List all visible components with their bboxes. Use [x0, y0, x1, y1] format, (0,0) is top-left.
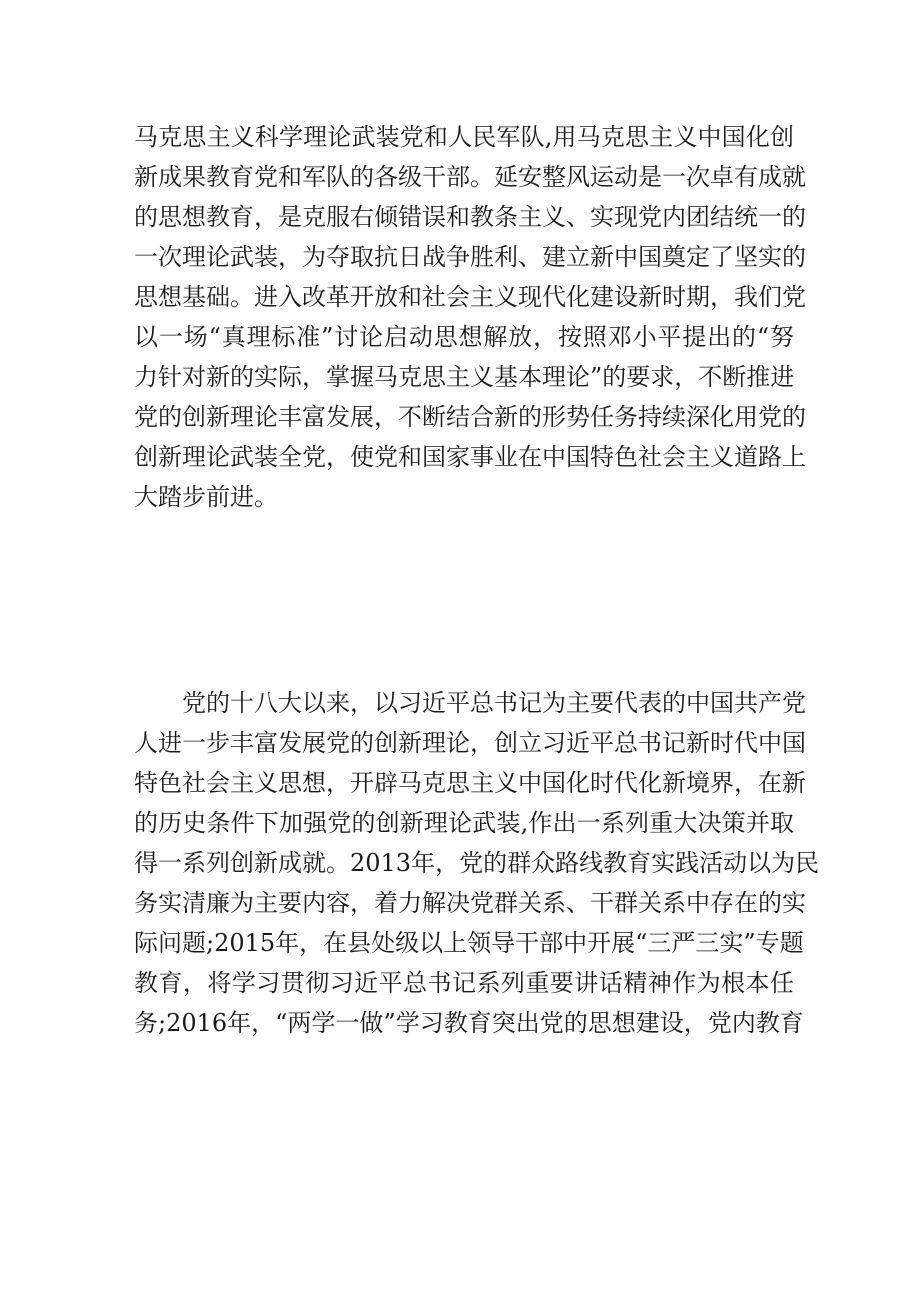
text-line: 教育，将学习贯彻习近平总书记系列重要讲话精神作为根本任 [134, 969, 794, 997]
text-line: 马克思主义科学理论武装党和人民军队,用马克思主义中国化创 [134, 123, 794, 151]
paragraph-2 [134, 683, 820, 1043]
text-line: 的思想教育，是克服右倾错误和教条主义、实现党内团结统一的 [134, 203, 806, 231]
text-line: 大踏步前进。 [134, 483, 278, 511]
text-line: 党的十八大以来，以习近平总书记为主要代表的中国共产党 [134, 689, 806, 717]
text-line: 以一场“真理标准”讨论启动思想解放，按照邓小平提出的“努 [134, 323, 794, 351]
text-line: 际问题;2015年，在县处级以上领导干部中开展“三严三实”专题 [134, 929, 804, 957]
text-line: 新成果教育党和军队的各级干部。延安整风运动是一次卓有成就 [134, 163, 806, 191]
text-line: 得一系列创新成就。2013年，党的群众路线教育实践活动以为民 [134, 849, 820, 877]
text-line: 力针对新的实际，掌握马克思主义基本理论”的要求，不断推进 [134, 363, 795, 391]
paragraph-1 [134, 117, 806, 517]
text-line: 务;2016年，“两学一做”学习教育突出党的思想建设，党内教育 [134, 1009, 804, 1037]
text-line: 特色社会主义思想，开辟马克思主义中国化时代化新境界，在新 [134, 769, 806, 797]
text-line: 务实清廉为主要内容，着力解决党群关系、干群关系中存在的实 [134, 889, 806, 917]
text-line: 一次理论武装，为夺取抗日战争胜利、建立新中国奠定了坚实的 [134, 243, 806, 271]
text-line: 人进一步丰富发展党的创新理论，创立习近平总书记新时代中国 [134, 729, 806, 757]
text-line: 创新理论武装全党，使党和国家事业在中国特色社会主义道路上 [134, 443, 806, 471]
text-line: 的历史条件下加强党的创新理论武装,作出一系列重大决策并取 [134, 809, 794, 837]
text-line: 思想基础。进入改革开放和社会主义现代化建设新时期，我们党 [134, 283, 806, 311]
text-line: 党的创新理论丰富发展，不断结合新的形势任务持续深化用党的 [134, 403, 806, 431]
